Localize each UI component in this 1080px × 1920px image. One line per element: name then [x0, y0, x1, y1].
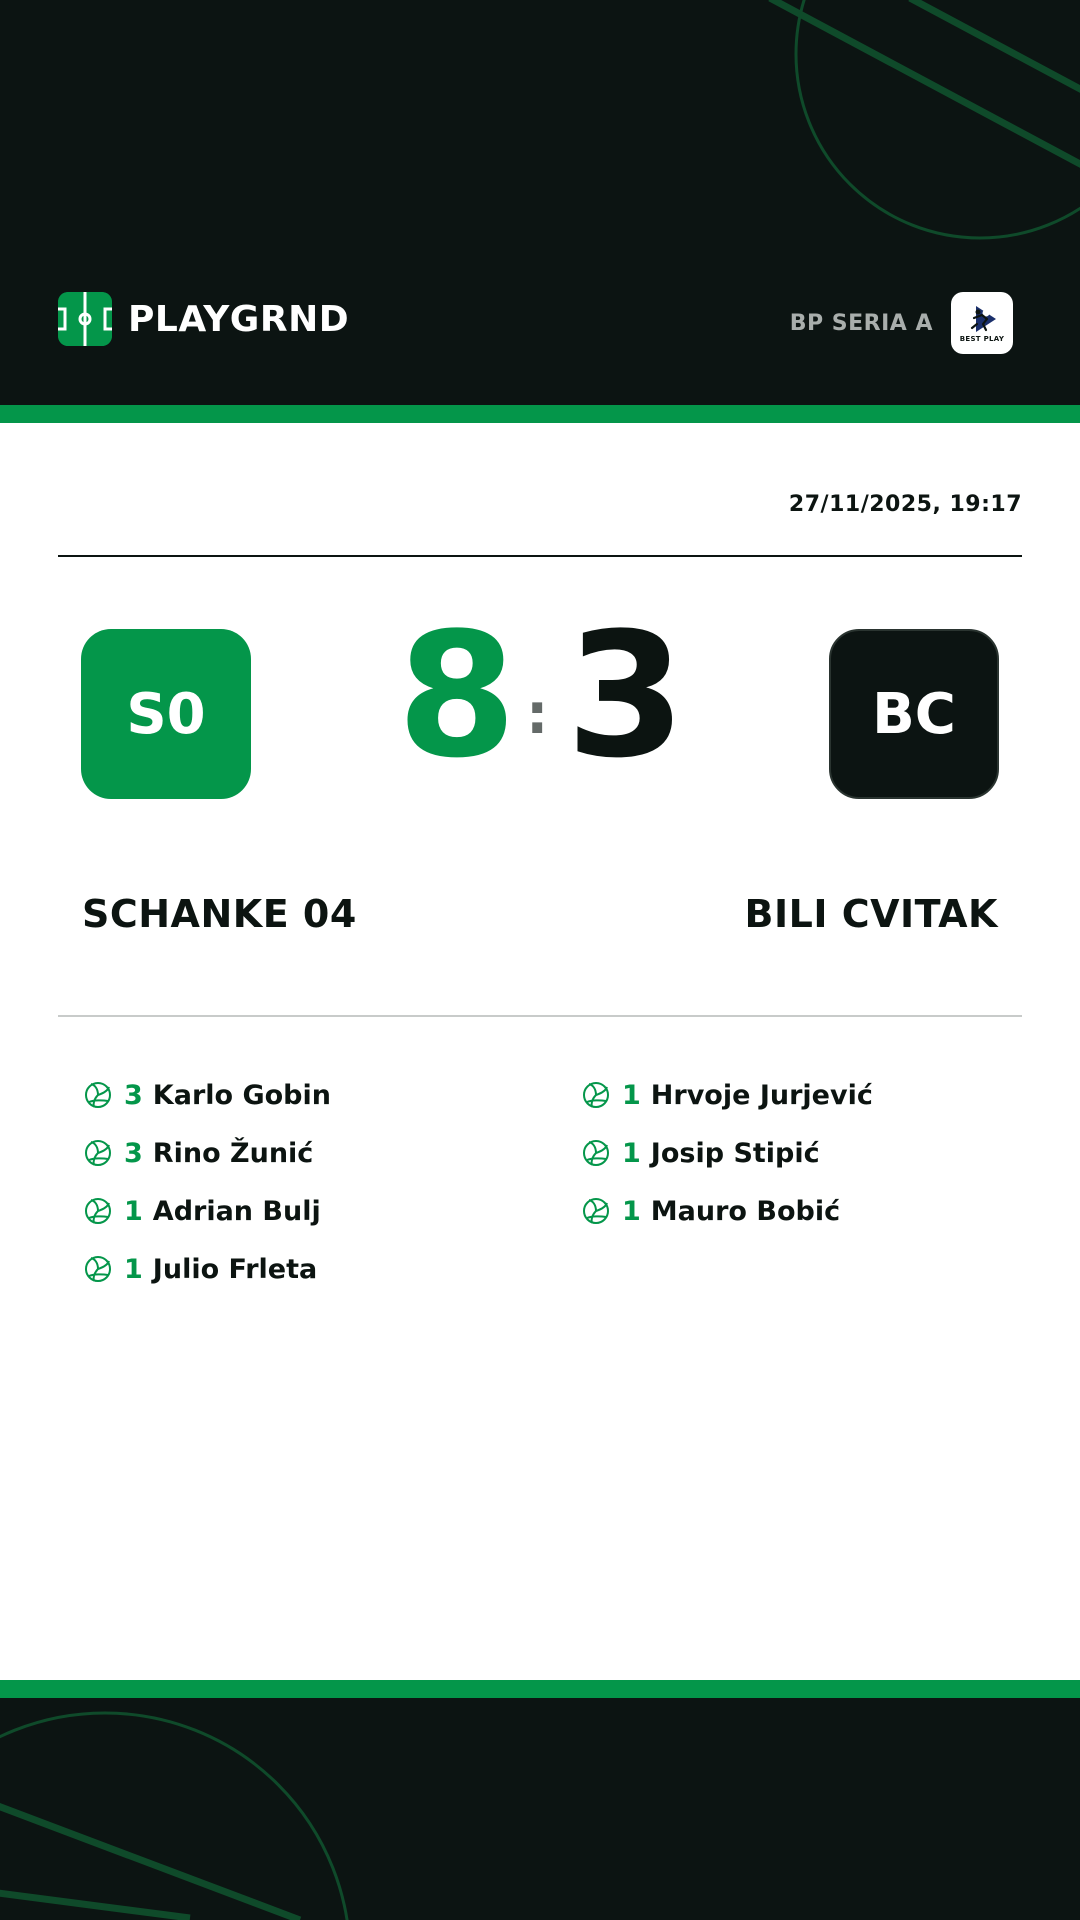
player-name: Julio Frleta: [152, 1253, 318, 1285]
league-logo-text: BEST PLAY: [959, 334, 1005, 343]
volleyball-icon: [582, 1197, 610, 1225]
goal-count: 1: [124, 1253, 143, 1285]
home-scorers-list: [84, 1066, 331, 1298]
scorer-row: [84, 1066, 331, 1124]
volleyball-icon: [582, 1139, 610, 1167]
volleyball-icon: [84, 1139, 112, 1167]
scorer-row: [582, 1182, 873, 1240]
accent-stripe-top: [0, 405, 1080, 423]
player-name: Adrian Bulj: [152, 1195, 321, 1227]
header-banner: [0, 0, 1080, 405]
player-name: Josip Stipić: [650, 1137, 820, 1169]
goal-count: 3: [124, 1079, 143, 1111]
scorer-row: [84, 1240, 331, 1298]
league-logo: [951, 292, 1013, 354]
player-name: Karlo Gobin: [152, 1079, 331, 1111]
volleyball-icon: [582, 1081, 610, 1109]
away-team-badge: BC: [829, 629, 999, 799]
volleyball-icon: [84, 1081, 112, 1109]
goal-count: 1: [622, 1195, 641, 1227]
scorer-row: [582, 1124, 873, 1182]
brand-name: PLAYGRND: [128, 298, 350, 340]
home-score: 8: [397, 595, 517, 796]
best-play-logo-icon: [962, 304, 1002, 334]
match-datetime: 27/11/2025, 19:17: [788, 492, 1022, 517]
home-team-badge: S0: [81, 629, 251, 799]
scorer-row: [582, 1066, 873, 1124]
league-info: [790, 292, 1013, 354]
away-score: 3: [566, 595, 686, 796]
pitch-lines-decoration: [0, 1698, 1080, 1920]
brand: [58, 292, 349, 346]
goal-count: 1: [622, 1137, 641, 1169]
volleyball-icon: [84, 1197, 112, 1225]
player-name: Rino Žunić: [152, 1137, 314, 1169]
score-separator: :: [526, 682, 549, 747]
accent-stripe-bottom: [0, 1680, 1080, 1698]
goal-count: 1: [124, 1195, 143, 1227]
home-team-name: SCHANKE 04: [82, 892, 357, 936]
divider: [58, 1015, 1022, 1017]
goal-count: 3: [124, 1137, 143, 1169]
scorer-row: [84, 1124, 331, 1182]
scorer-row: [84, 1182, 331, 1240]
footer-banner: [0, 1698, 1080, 1920]
away-scorers-list: [582, 1066, 873, 1240]
league-name: BP SERIA A: [789, 310, 933, 336]
pitch-icon: [58, 292, 112, 346]
divider: [58, 555, 1022, 557]
volleyball-icon: [84, 1255, 112, 1283]
goal-count: 1: [622, 1079, 641, 1111]
away-team-name: BILI CVITAK: [744, 892, 998, 936]
player-name: Mauro Bobić: [650, 1195, 841, 1227]
player-name: Hrvoje Jurjević: [650, 1079, 873, 1111]
